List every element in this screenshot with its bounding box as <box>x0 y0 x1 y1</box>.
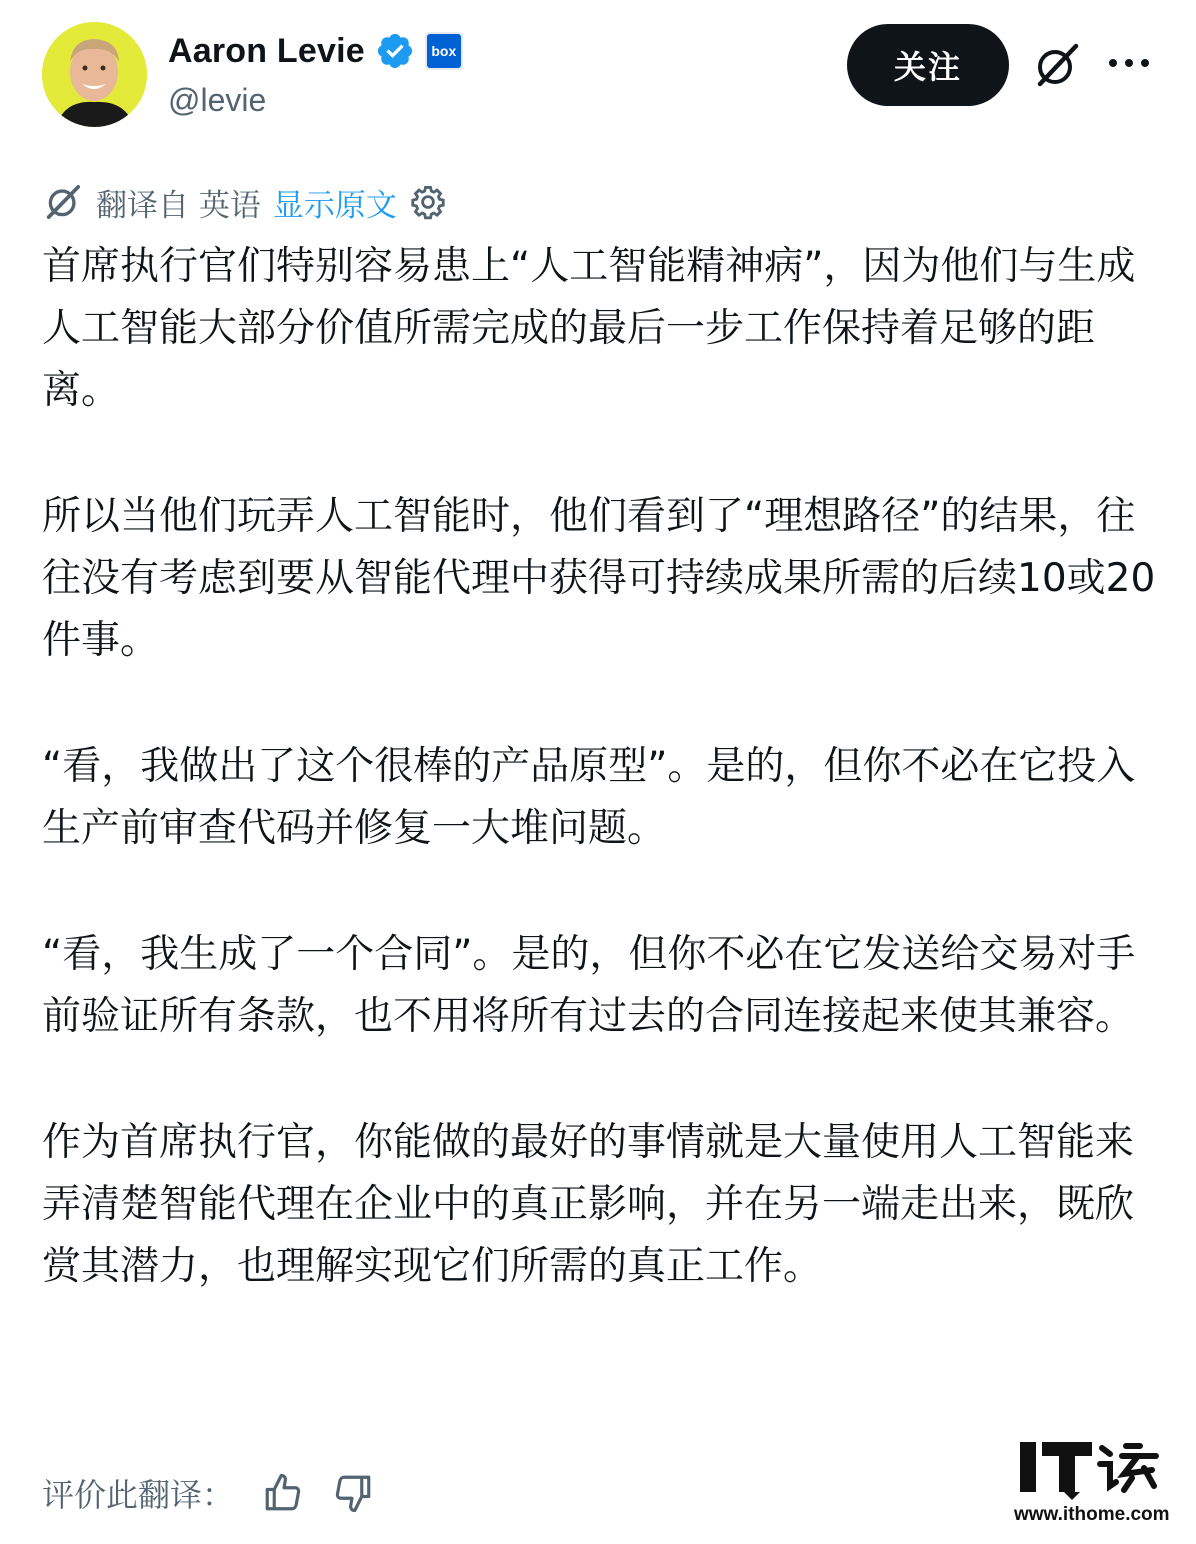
ithome-watermark <box>1014 1438 1184 1534</box>
tweet-paragraph: 首席执行官们特别容易患上“人工智能精神病”，因为他们与生成人工智能大部分价值所需完成的最后一步工作保持着足够的距离。 <box>42 244 1136 413</box>
thumbs-down-icon[interactable] <box>332 1472 374 1514</box>
tweet-paragraph: “看，我生成了一个合同”。是的，但你不必在它发送给交易对手前验证所有条款，也不用将所有过去的合同连接起来使其兼容。 <box>42 932 1136 1039</box>
ithome-logo <box>1014 1438 1184 1500</box>
follow-button[interactable]: 关注 <box>847 24 1009 106</box>
translation-bar <box>42 180 447 224</box>
show-original-link[interactable]: 显示原文 <box>272 187 397 224</box>
author-handle[interactable]: @levie <box>168 82 267 118</box>
ithome-url: www.ithome.com <box>1014 1504 1170 1525</box>
gear-icon[interactable] <box>409 183 447 221</box>
rate-translation-bar <box>42 1468 374 1518</box>
avatar[interactable] <box>42 22 147 127</box>
box-logo-icon: box <box>427 34 461 68</box>
tweet-paragraph: “看，我做出了这个很棒的产品原型”。是的，但你不必在它投入生产前审查代码并修复一大堆问题。 <box>42 744 1136 851</box>
ithome-logo-mark <box>1014 1438 1174 1500</box>
box-org-badge[interactable] <box>425 32 463 70</box>
grok-translate-icon <box>42 181 84 223</box>
avatar-image <box>42 22 147 127</box>
tweet-paragraph: 作为首席执行官，你能做的最好的事情就是大量使用人工智能来弄清楚智能代理在企业中的真正影响，并在另一端走出来，既欣赏其潜力，也理解实现它们所需的真正工作。 <box>42 1120 1135 1289</box>
thumbs-up-icon[interactable] <box>262 1472 304 1514</box>
rate-translation-label: 评价此翻译： <box>42 1476 235 1514</box>
author-name-row <box>168 28 463 74</box>
tweet-paragraph: 所以当他们玩弄人工智能时，他们看到了“理想路径”的结果，往往没有考虑到要从智能代理中获得可持续成果所需的后续10或20件事。 <box>42 494 1156 663</box>
tweet-text <box>42 236 1162 1298</box>
translated-from-label: 翻译自 英语 <box>96 187 261 224</box>
author-name[interactable]: Aaron Levie <box>168 31 365 70</box>
verified-badge-icon <box>375 31 415 71</box>
grok-icon[interactable] <box>1032 40 1082 90</box>
more-icon[interactable] <box>1106 48 1152 78</box>
